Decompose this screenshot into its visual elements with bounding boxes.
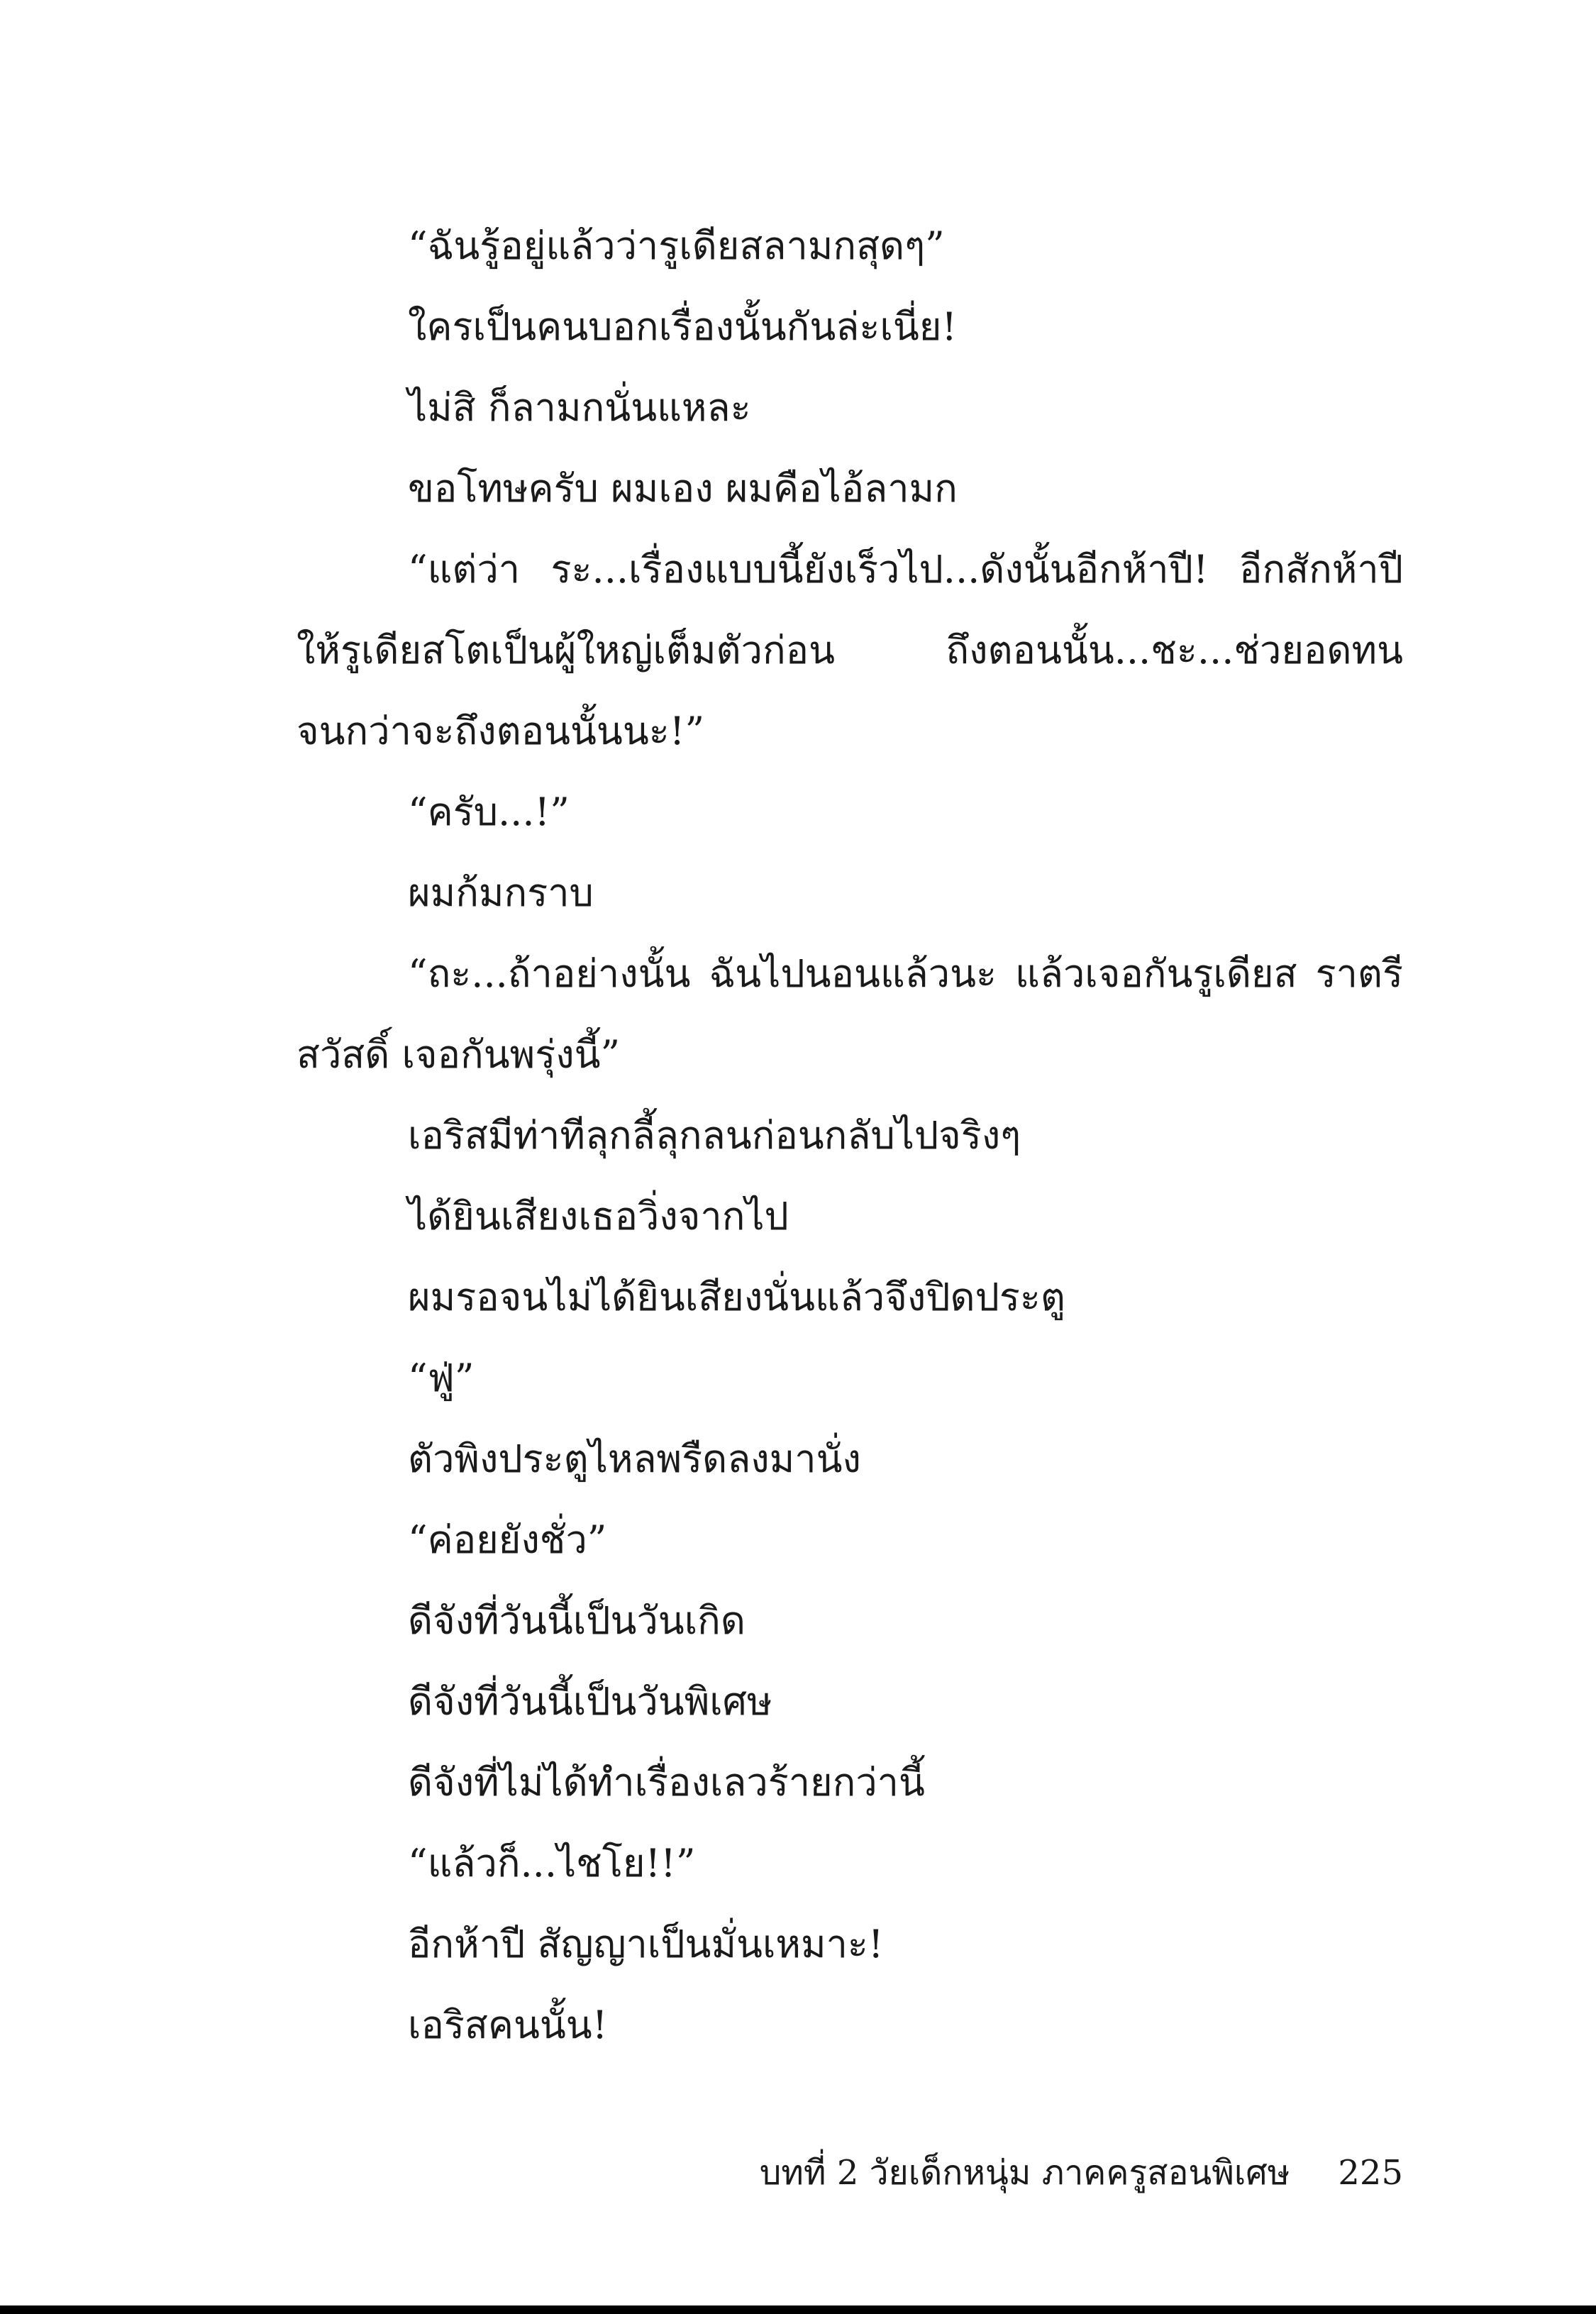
paragraph: ได้ยินเสียงเธอวิ่งจากไป	[408, 1194, 789, 1239]
paragraph: ขอโทษครับ ผมเอง ผมคือไอ้ลามก	[408, 466, 958, 511]
paragraph: ตัวพิงประตูไหลพรืดลงมานั่ง	[408, 1436, 861, 1481]
paragraph: “แต่ว่า ระ...เรื่องแบบนี้ยังเร็วไป...ดังนั้นอีกห้าปี! อีกสักห้าปีให้รูเดียสโตเป็นผู้ใหญ่เต็มตัวก่อน ถึงตอนนั้น...ชะ...ช่วยอดทนจนกว่าจะถึงตอนนั้นนะ!”	[297, 547, 1403, 753]
paragraph: “ฉันรู้อยู่แล้วว่ารูเดียสลามกสุดๆ”	[408, 223, 945, 268]
paragraph: อีกห้าปี สัญญาเป็นมั่นเหมาะ!	[408, 1922, 884, 1966]
paragraph: ดีจังที่วันนี้เป็นวันเกิด	[408, 1598, 746, 1643]
paragraph: “แล้วก็...ไชโย!!”	[408, 1841, 696, 1886]
paragraph: ดีจังที่ไม่ได้ทำเรื่องเลวร้ายกว่านี้	[408, 1760, 925, 1805]
paragraph: เอริสคนนั้น!	[408, 2003, 608, 2047]
paragraph: เอริสมีท่าทีลุกลี้ลุกลนก่อนกลับไปจริงๆ	[408, 1113, 1021, 1158]
paragraph: “ค่อยยังชั่ว”	[408, 1517, 607, 1562]
paragraph: “ครับ...!”	[408, 790, 570, 834]
paragraph: ผมรอจนไม่ได้ยินเสียงนั่นแล้วจึงปิดประตู	[408, 1275, 1065, 1319]
running-footer-chapter-title: บทที่ 2 วัยเด็กหนุ่ม ภาคครูสอนพิเศษ	[759, 2153, 1290, 2193]
bottom-edge-rule	[0, 2305, 1596, 2314]
paragraph: ไม่สิ ก็ลามกนั่นแหละ	[408, 385, 751, 430]
paragraph: “ถะ...ถ้าอย่างนั้น ฉันไปนอนแล้วนะ แล้วเจอกันรูเดียส ราตรีสวัสดิ์ เจอกันพรุ่งนี้”	[297, 951, 1403, 1077]
page-number: 225	[1338, 2153, 1403, 2193]
page-footer	[297, 2141, 1403, 2205]
paragraph: “ฟู่”	[408, 1356, 475, 1400]
paragraph: ดีจังที่วันนี้เป็นวันพิเศษ	[408, 1679, 772, 1724]
paragraph: ผมก้มกราบ	[408, 870, 594, 915]
paragraph: ใครเป็นคนบอกเรื่องนั้นกันล่ะเนี่ย!	[408, 304, 958, 349]
body-text	[297, 206, 1403, 2066]
